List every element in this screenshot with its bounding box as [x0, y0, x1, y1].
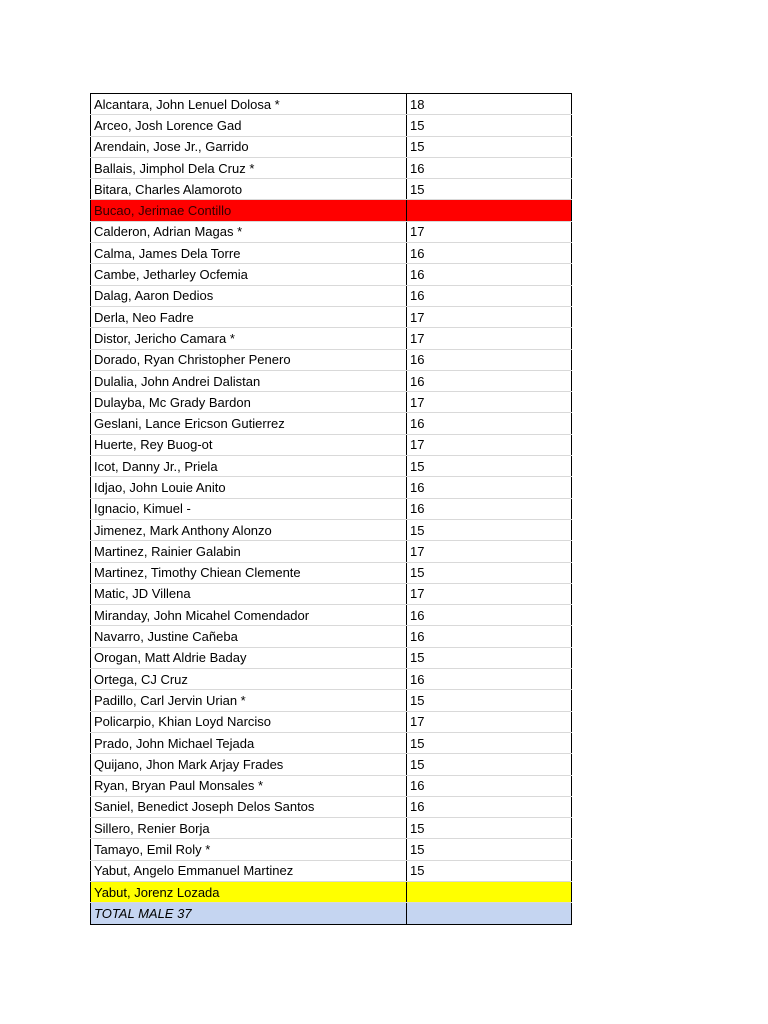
age-cell[interactable]: 15 [407, 690, 572, 711]
table-row [91, 157, 572, 178]
student-name-cell[interactable]: Yabut, Angelo Emmanuel Martinez [91, 860, 407, 881]
student-name-cell[interactable]: Ryan, Bryan Paul Monsales * [91, 775, 407, 796]
student-name-cell[interactable]: Distor, Jericho Camara * [91, 328, 407, 349]
table-row [91, 796, 572, 817]
table-row [91, 647, 572, 668]
table-row [91, 754, 572, 775]
student-name-cell[interactable]: Derla, Neo Fadre [91, 306, 407, 327]
age-cell[interactable]: 15 [407, 860, 572, 881]
table-row [91, 562, 572, 583]
age-cell[interactable]: 15 [407, 839, 572, 860]
table-row [91, 264, 572, 285]
table-row [91, 328, 572, 349]
table-row [91, 221, 572, 242]
age-cell[interactable]: 15 [407, 754, 572, 775]
age-cell[interactable]: 17 [407, 306, 572, 327]
table-row [91, 690, 572, 711]
age-cell[interactable]: 17 [407, 434, 572, 455]
table-row [91, 732, 572, 753]
table-row [91, 605, 572, 626]
age-cell[interactable]: 16 [407, 498, 572, 519]
student-name-cell[interactable]: Martinez, Rainier Galabin [91, 541, 407, 562]
age-cell[interactable]: 16 [407, 796, 572, 817]
age-cell[interactable]: 17 [407, 583, 572, 604]
student-name-cell[interactable]: Cambe, Jetharley Ocfemia [91, 264, 407, 285]
table-row [91, 541, 572, 562]
table-row [91, 669, 572, 690]
student-name-cell[interactable]: Yabut, Jorenz Lozada [91, 881, 407, 902]
student-name-cell[interactable]: Dalag, Aaron Dedios [91, 285, 407, 306]
age-cell[interactable]: 16 [407, 264, 572, 285]
student-name-cell[interactable]: Icot, Danny Jr., Priela [91, 456, 407, 477]
age-cell[interactable]: 15 [407, 647, 572, 668]
age-cell[interactable] [407, 881, 572, 902]
table-row [91, 477, 572, 498]
age-cell[interactable]: 16 [407, 477, 572, 498]
age-cell[interactable]: 16 [407, 370, 572, 391]
age-cell[interactable]: 17 [407, 392, 572, 413]
student-name-cell[interactable]: Geslani, Lance Ericson Gutierrez [91, 413, 407, 434]
total-label[interactable]: TOTAL MALE 37 [91, 903, 407, 924]
age-cell[interactable]: 16 [407, 157, 572, 178]
table-row [91, 711, 572, 732]
age-cell[interactable]: 15 [407, 115, 572, 136]
age-cell[interactable]: 17 [407, 328, 572, 349]
student-table [90, 93, 572, 925]
student-name-cell[interactable]: Arendain, Jose Jr., Garrido [91, 136, 407, 157]
student-name-cell[interactable]: Jimenez, Mark Anthony Alonzo [91, 519, 407, 540]
age-cell[interactable]: 16 [407, 775, 572, 796]
table-row [91, 818, 572, 839]
table-row [91, 839, 572, 860]
student-name-cell[interactable]: Huerte, Rey Buog-ot [91, 434, 407, 455]
student-name-cell[interactable]: Padillo, Carl Jervin Urian * [91, 690, 407, 711]
student-name-cell[interactable]: Matic, JD Villena [91, 583, 407, 604]
age-cell[interactable]: 15 [407, 456, 572, 477]
table-row [91, 392, 572, 413]
student-name-cell[interactable]: Calma, James Dela Torre [91, 243, 407, 264]
table-row [91, 94, 572, 115]
age-cell[interactable]: 17 [407, 711, 572, 732]
age-cell[interactable] [407, 200, 572, 221]
table-row [91, 626, 572, 647]
student-name-cell[interactable]: Idjao, John Louie Anito [91, 477, 407, 498]
student-name-cell[interactable]: Navarro, Justine Cañeba [91, 626, 407, 647]
student-name-cell[interactable]: Bucao, Jerimae Contillo [91, 200, 407, 221]
table-row [91, 243, 572, 264]
age-cell[interactable]: 15 [407, 179, 572, 200]
table-row [91, 136, 572, 157]
table-row [91, 115, 572, 136]
table-row [91, 370, 572, 391]
table-row [91, 881, 572, 902]
student-name-cell[interactable]: Dorado, Ryan Christopher Penero [91, 349, 407, 370]
student-name-cell[interactable]: Martinez, Timothy Chiean Clemente [91, 562, 407, 583]
age-cell[interactable]: 16 [407, 605, 572, 626]
table-row [91, 519, 572, 540]
age-cell[interactable]: 15 [407, 732, 572, 753]
table-row [91, 583, 572, 604]
age-cell[interactable] [407, 903, 572, 924]
student-name-cell[interactable]: Saniel, Benedict Joseph Delos Santos [91, 796, 407, 817]
age-cell[interactable]: 16 [407, 285, 572, 306]
student-name-cell[interactable]: Policarpio, Khian Loyd Narciso [91, 711, 407, 732]
student-name-cell[interactable]: Dulalia, John Andrei Dalistan [91, 370, 407, 391]
table-row [91, 413, 572, 434]
table-row [91, 498, 572, 519]
student-name-cell[interactable]: Bitara, Charles Alamoroto [91, 179, 407, 200]
age-cell[interactable]: 15 [407, 519, 572, 540]
age-cell[interactable]: 15 [407, 136, 572, 157]
student-name-cell[interactable]: Ignacio, Kimuel - [91, 498, 407, 519]
student-name-cell[interactable]: Sillero, Renier Borja [91, 818, 407, 839]
student-name-cell[interactable]: Prado, John Michael Tejada [91, 732, 407, 753]
age-cell[interactable]: 16 [407, 669, 572, 690]
table-row [91, 434, 572, 455]
age-cell[interactable]: 16 [407, 349, 572, 370]
age-cell[interactable]: 15 [407, 562, 572, 583]
student-name-cell[interactable]: Tamayo, Emil Roly * [91, 839, 407, 860]
table-row [91, 306, 572, 327]
age-cell[interactable]: 18 [407, 94, 572, 115]
age-cell[interactable]: 16 [407, 243, 572, 264]
student-name-cell[interactable]: Dulayba, Mc Grady Bardon [91, 392, 407, 413]
table-row [91, 200, 572, 221]
age-cell[interactable]: 17 [407, 541, 572, 562]
student-name-cell[interactable]: Quijano, Jhon Mark Arjay Frades [91, 754, 407, 775]
total-row [91, 903, 572, 924]
table-row [91, 349, 572, 370]
table-row [91, 456, 572, 477]
student-table-body [91, 94, 572, 925]
student-name-cell[interactable]: Ortega, CJ Cruz [91, 669, 407, 690]
student-name-cell[interactable]: Ballais, Jimphol Dela Cruz * [91, 157, 407, 178]
student-name-cell[interactable]: Arceo, Josh Lorence Gad [91, 115, 407, 136]
age-cell[interactable]: 16 [407, 626, 572, 647]
age-cell[interactable]: 16 [407, 413, 572, 434]
student-name-cell[interactable]: Calderon, Adrian Magas * [91, 221, 407, 242]
table-row [91, 860, 572, 881]
age-cell[interactable]: 15 [407, 818, 572, 839]
table-row [91, 285, 572, 306]
student-name-cell[interactable]: Orogan, Matt Aldrie Baday [91, 647, 407, 668]
table-row [91, 775, 572, 796]
student-name-cell[interactable]: Alcantara, John Lenuel Dolosa * [91, 94, 407, 115]
age-cell[interactable]: 17 [407, 221, 572, 242]
student-name-cell[interactable]: Miranday, John Micahel Comendador [91, 605, 407, 626]
table-row [91, 179, 572, 200]
